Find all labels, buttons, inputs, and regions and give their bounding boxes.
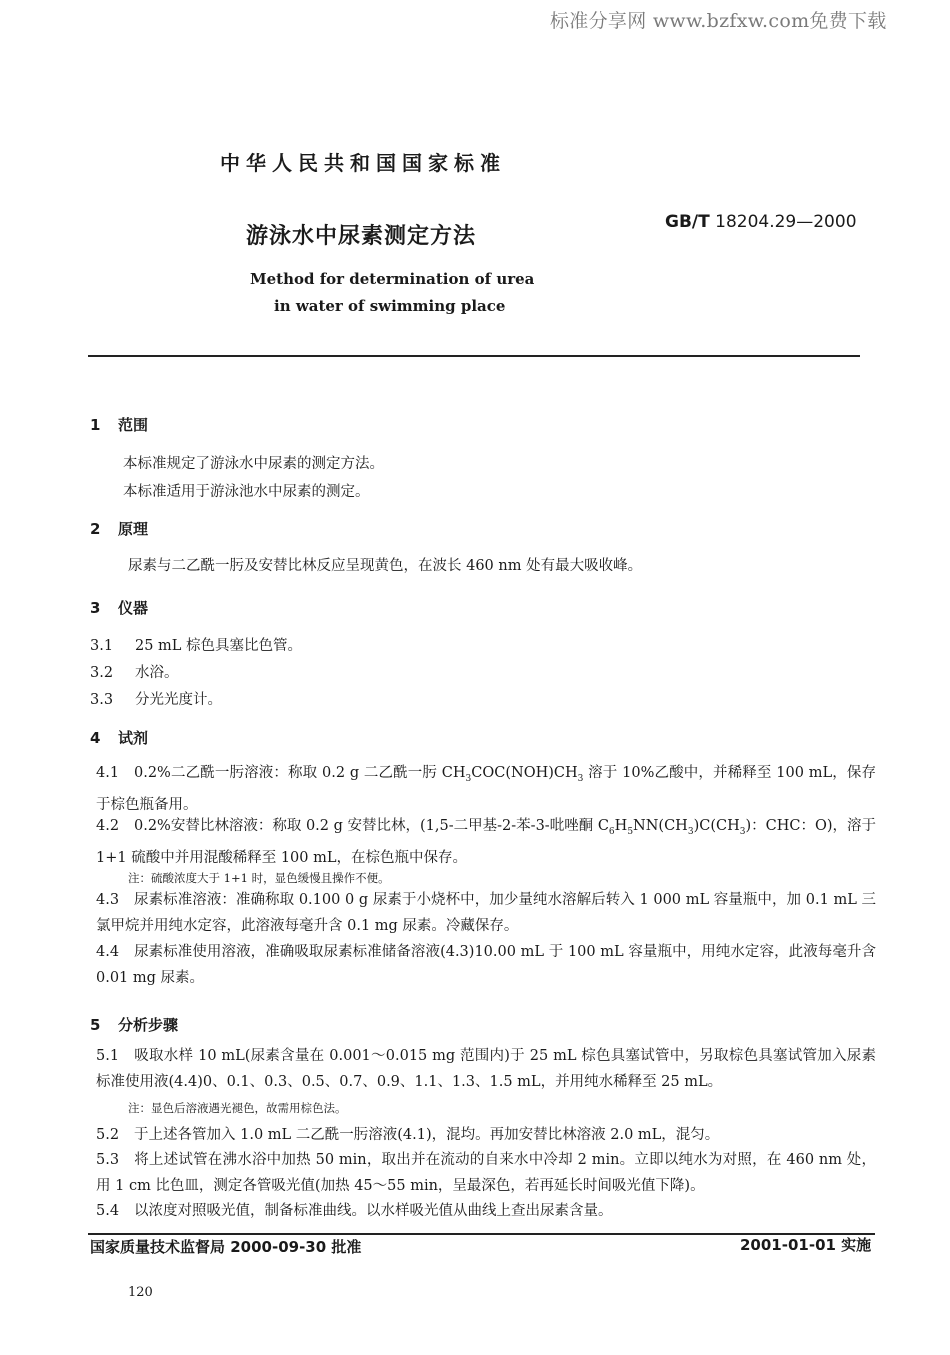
section-number: 4 [90, 729, 101, 747]
section-3-heading [90, 597, 148, 618]
clause-number: 3.2 [90, 665, 114, 681]
formula-part: H [614, 818, 628, 834]
watermark: 标准分享网 www.bzfxw.com免费下载 [550, 10, 887, 32]
subscript: 6 [608, 826, 615, 837]
clause-text: )：CHC：O)，溶于 1+1 硫酸中并用混酸稀释至 100 mL，在棕色瓶中保存。 [96, 818, 876, 866]
paragraph: 本标准规定了游泳水中尿素的测定方法。 [123, 456, 384, 472]
masthead: 中华人民共和国国家标准 [220, 151, 506, 175]
clause-text: 0.2%安替比林溶液：称取 0.2 g 安替比林，(1,5-二甲基-2-苯-3-吡唑酮 [134, 818, 598, 834]
clause-3-2 [90, 661, 179, 682]
clause-number: 4.4 [96, 944, 120, 960]
note: 注：硫酸浓度大于 1+1 时，显色缓慢且操作不便。 [128, 871, 390, 885]
english-title-line-2: in water of swimming place [274, 297, 506, 315]
section-1-heading [90, 414, 148, 435]
section-title: 原理 [118, 520, 149, 538]
clause-number: 3.3 [90, 692, 114, 708]
section-number: 3 [90, 599, 101, 617]
effective-date: 2001-01-01 实施 [740, 1236, 872, 1254]
clause-4-2 [96, 813, 876, 871]
clause-text: 25 mL 棕色具塞比色管。 [135, 638, 303, 654]
formula-part: CH [441, 765, 466, 781]
clause-5-2 [96, 1122, 876, 1148]
clause-number: 3.1 [90, 638, 114, 654]
clause-5-1 [96, 1043, 876, 1095]
clause-3-3 [90, 688, 222, 709]
standard-code [665, 212, 857, 232]
note: 注：显色后溶液遇光褪色，故需用棕色法。 [128, 1101, 347, 1115]
clause-4-4 [96, 939, 876, 991]
subscript: 3 [465, 773, 472, 784]
section-number: 5 [90, 1016, 101, 1034]
clause-text: 以浓度对照吸光值，制备标准曲线。以水样吸光值从曲线上查出尿素含量。 [134, 1203, 613, 1219]
section-2-heading [90, 518, 148, 539]
clause-3-1 [90, 634, 302, 655]
clause-number: 4.1 [96, 765, 120, 781]
subscript: 3 [687, 826, 694, 837]
section-4-heading [90, 727, 148, 748]
clause-text: 分光光度计。 [135, 692, 222, 708]
clause-number: 5.1 [96, 1048, 120, 1064]
formula-part: C [597, 818, 609, 834]
clause-text: 溶于 10%乙酸中，并稀释至 100 mL，保存于棕色瓶备用。 [96, 765, 876, 813]
formula-part: COC(NOH)CH [471, 765, 578, 781]
clause-text: 尿素标准使用溶液，准确吸取尿素标准储备溶液(4.3)10.00 mL 于 100 mL 容量瓶中，用纯水定容，此液每毫升含 0.01 mg 尿素。 [96, 944, 876, 986]
clause-5-3 [96, 1147, 876, 1199]
clause-5-4 [96, 1198, 876, 1224]
header-divider [88, 355, 860, 357]
clause-4-3 [96, 887, 876, 939]
clause-text: 尿素标准溶液：准确称取 0.100 0 g 尿素于小烧杯中，加少量纯水溶解后转入 1 000 mL 容量瓶中，加 0.1 mL 三氯甲烷并用纯水定容，此溶液每毫升含 0.1 mg 尿素。冷藏保存。 [96, 892, 876, 934]
english-title-line-1: Method for determination of urea [250, 270, 535, 288]
subscript: 3 [577, 773, 584, 784]
paragraph: 尿素与二乙酰一肟及安替比林反应呈现黄色，在波长 460 nm 处有最大吸收峰。 [128, 558, 643, 574]
clause-text: 将上述试管在沸水浴中加热 50 min，取出并在流动的自来水中冷却 2 min。立即以纯水为对照，在 460 nm 处，用 1 cm 比色皿，测定各管吸光值(加热 45～55 min，呈最深色，若再延长时间吸光值下降)。 [96, 1152, 876, 1194]
approval-line: 国家质量技术监督局 2000-09-30 批准 [90, 1238, 362, 1256]
section-title: 仪器 [118, 599, 149, 617]
section-title: 试剂 [118, 729, 149, 747]
section-number: 1 [90, 416, 101, 434]
section-title: 范围 [118, 416, 149, 434]
clause-text: 吸取水样 10 mL(尿素含量在 0.001～0.015 mg 范围内)于 25 mL 棕色具塞试管中，另取棕色具塞试管加入尿素标准使用液(4.4)0、0.1、0.3、0.5、0.7、0.9、1.1、1.3、1.5 mL，并用纯水稀释至 25 mL。 [96, 1048, 876, 1090]
subscript: 5 [627, 826, 634, 837]
clause-number: 5.4 [96, 1203, 120, 1219]
subscript: 3 [739, 826, 746, 837]
clause-number: 4.2 [96, 818, 120, 834]
page-number: 120 [128, 1285, 153, 1300]
standard-prefix: GB/T [665, 212, 710, 232]
formula-part: NN(CH [633, 818, 688, 834]
paragraph: 本标准适用于游泳池水中尿素的测定。 [123, 484, 370, 500]
formula-part: )C(CH [693, 818, 740, 834]
clause-number: 4.3 [96, 892, 120, 908]
clause-4-1 [96, 760, 876, 818]
clause-text: 0.2%二乙酰一肟溶液：称取 0.2 g 二乙酰一肟 [134, 765, 442, 781]
clause-text: 于上述各管加入 1.0 mL 二乙酰一肟溶液(4.1)，混均。再加安替比林溶液 2.0 mL，混匀。 [134, 1127, 720, 1143]
section-5-heading [90, 1014, 178, 1035]
document-title: 游泳水中尿素测定方法 [246, 224, 477, 249]
clause-number: 5.2 [96, 1127, 120, 1143]
clause-text: 水浴。 [135, 665, 179, 681]
section-number: 2 [90, 520, 101, 538]
section-title: 分析步骤 [118, 1016, 179, 1034]
clause-number: 5.3 [96, 1152, 120, 1168]
standard-number: 18204.29—2000 [715, 212, 857, 232]
